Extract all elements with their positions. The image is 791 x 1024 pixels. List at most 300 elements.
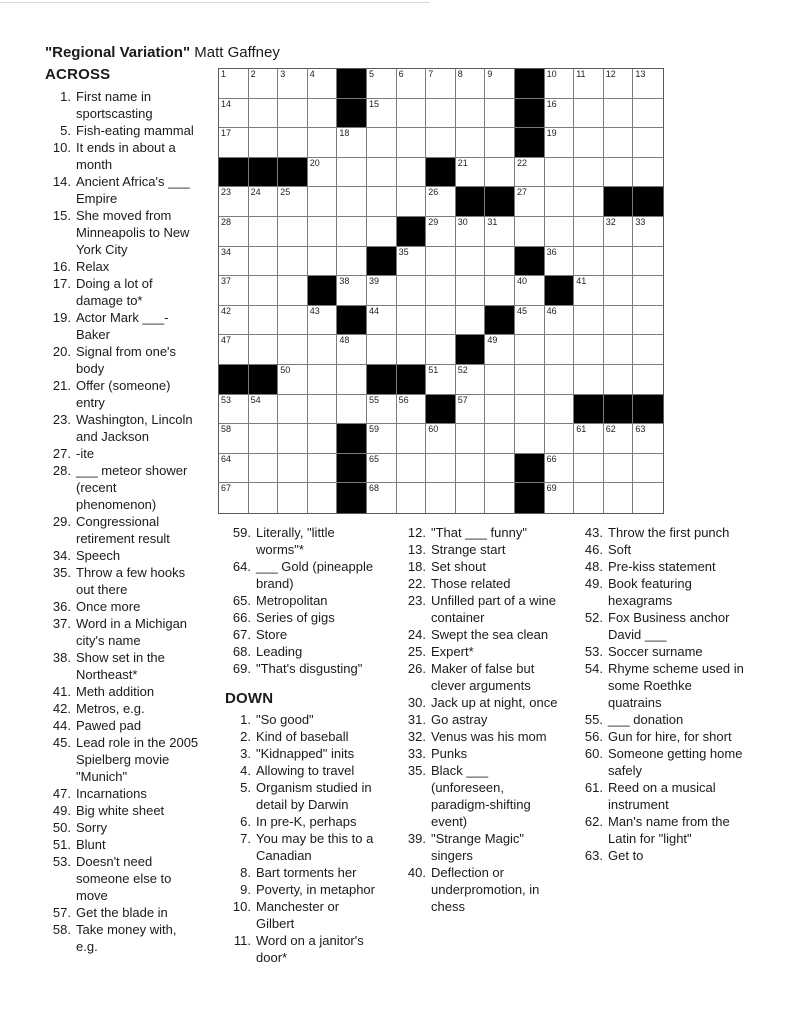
clue-text: Series of gigs: [256, 610, 335, 625]
clue-text: Manchester or Gilbert: [256, 899, 340, 931]
grid-cell[interactable]: [485, 365, 515, 395]
grid-cell[interactable]: [604, 454, 634, 484]
clue-number: 19.: [52, 310, 71, 325]
grid-cell[interactable]: [456, 217, 486, 247]
grid-cell[interactable]: [485, 128, 515, 158]
grid-cell[interactable]: [278, 99, 308, 129]
grid-cell-number: 46: [546, 305, 557, 316]
clue: [225, 711, 380, 728]
clue-text: Store: [256, 627, 288, 642]
clue-number: 41.: [52, 684, 71, 699]
grid-cell[interactable]: [545, 187, 575, 217]
grid-cell[interactable]: [456, 247, 486, 277]
clue-number: 14.: [52, 174, 71, 189]
grid-cell[interactable]: [574, 187, 604, 217]
grid-cell[interactable]: [308, 158, 338, 188]
grid-cell[interactable]: [633, 247, 663, 277]
clue-number: 42.: [52, 701, 71, 716]
grid-cell[interactable]: [485, 99, 515, 129]
clue: [400, 830, 558, 864]
grid-cell[interactable]: [337, 158, 367, 188]
grid-cell[interactable]: [308, 128, 338, 158]
grid-cell[interactable]: [426, 365, 456, 395]
grid-cell[interactable]: [456, 365, 486, 395]
grid-cell[interactable]: [367, 276, 397, 306]
grid-cell[interactable]: [308, 365, 338, 395]
grid-cell[interactable]: [604, 483, 634, 513]
grid-cell-black: [249, 158, 279, 188]
grid-cell[interactable]: [308, 424, 338, 454]
grid-cell[interactable]: [485, 217, 515, 247]
clue-number: 54.: [584, 661, 603, 676]
grid-cell-black: [337, 69, 367, 99]
grid-cell[interactable]: [515, 187, 545, 217]
grid-cell[interactable]: [545, 365, 575, 395]
grid-cell[interactable]: [633, 454, 663, 484]
grid-cell[interactable]: [515, 217, 545, 247]
grid-cell[interactable]: [278, 395, 308, 425]
grid-cell-black: [249, 365, 279, 395]
grid-cell[interactable]: [633, 158, 663, 188]
grid-cell[interactable]: [426, 306, 456, 336]
grid-cell[interactable]: [337, 395, 367, 425]
grid-cell[interactable]: [397, 247, 427, 277]
grid-cell[interactable]: [308, 99, 338, 129]
grid-cell[interactable]: [367, 454, 397, 484]
clue-text: Fish-eating mammal: [76, 123, 194, 138]
grid-cell[interactable]: [633, 276, 663, 306]
grid-cell-number: 53: [221, 394, 232, 405]
grid-cell[interactable]: [515, 365, 545, 395]
grid-cell[interactable]: [456, 395, 486, 425]
grid-cell[interactable]: [249, 217, 279, 247]
clue: [577, 575, 747, 609]
grid-cell[interactable]: [574, 365, 604, 395]
grid-cell[interactable]: [397, 424, 427, 454]
grid-cell[interactable]: [249, 424, 279, 454]
grid-cell-number: 62: [605, 424, 616, 435]
clue-number: 13.: [407, 542, 426, 557]
clue: [577, 660, 747, 711]
grid-cell-black: [308, 276, 338, 306]
grid-cell[interactable]: [574, 69, 604, 99]
clue-number: 51.: [52, 837, 71, 852]
grid-cell[interactable]: [308, 247, 338, 277]
grid-cell-black: [515, 69, 545, 99]
grid-cell[interactable]: [604, 424, 634, 454]
grid-cell[interactable]: [278, 365, 308, 395]
clue-number: 15.: [52, 208, 71, 223]
grid-cell-black: [456, 187, 486, 217]
grid-cell[interactable]: [219, 483, 249, 513]
clue-text: Swept the sea clean: [431, 627, 549, 642]
grid-cell[interactable]: [515, 276, 545, 306]
clue-number: 5.: [60, 123, 71, 138]
grid-cell[interactable]: [545, 247, 575, 277]
clue-number: 1.: [240, 712, 251, 727]
grid-cell[interactable]: [278, 276, 308, 306]
clue: [45, 258, 200, 275]
grid-cell[interactable]: [219, 395, 249, 425]
grid-cell[interactable]: [337, 276, 367, 306]
grid-cell[interactable]: [633, 483, 663, 513]
grid-cell[interactable]: [604, 158, 634, 188]
grid-cell[interactable]: [545, 483, 575, 513]
grid-cell[interactable]: [397, 483, 427, 513]
grid-cell[interactable]: [308, 454, 338, 484]
grid-cell[interactable]: [278, 217, 308, 247]
grid-cell[interactable]: [604, 128, 634, 158]
grid-cell[interactable]: [367, 483, 397, 513]
grid-cell[interactable]: [367, 335, 397, 365]
grid-cell[interactable]: [219, 187, 249, 217]
grid-cell[interactable]: [456, 69, 486, 99]
grid-cell[interactable]: [604, 247, 634, 277]
grid-cell[interactable]: [633, 365, 663, 395]
grid-cell[interactable]: [574, 276, 604, 306]
grid-cell[interactable]: [485, 247, 515, 277]
grid-cell[interactable]: [337, 335, 367, 365]
clue-text: She moved from Minneapolis to New York City: [76, 208, 190, 257]
grid-cell[interactable]: [426, 335, 456, 365]
grid-cell[interactable]: [278, 424, 308, 454]
grid-cell[interactable]: [367, 99, 397, 129]
grid-cell[interactable]: [604, 69, 634, 99]
grid-cell[interactable]: [515, 158, 545, 188]
grid-cell-number: 38: [339, 276, 350, 287]
grid-cell[interactable]: [426, 424, 456, 454]
grid-cell[interactable]: [397, 187, 427, 217]
grid-cell[interactable]: [278, 128, 308, 158]
grid-cell-black: [219, 158, 249, 188]
grid-cell[interactable]: [545, 306, 575, 336]
grid-cell[interactable]: [219, 335, 249, 365]
grid-cell[interactable]: [426, 454, 456, 484]
grid-cell[interactable]: [574, 247, 604, 277]
grid-cell[interactable]: [574, 424, 604, 454]
grid-cell[interactable]: [574, 128, 604, 158]
clue-text: Leading: [256, 644, 303, 659]
grid-cell[interactable]: [308, 306, 338, 336]
grid-cell[interactable]: [308, 69, 338, 99]
grid-cell[interactable]: [308, 217, 338, 247]
grid-cell[interactable]: [456, 424, 486, 454]
grid-cell-number: 50: [280, 365, 291, 375]
clue-text: Big white sheet: [76, 803, 165, 818]
clue-text: "So good": [256, 712, 314, 727]
grid-cell[interactable]: [367, 306, 397, 336]
grid-cell[interactable]: [219, 306, 249, 336]
grid-cell[interactable]: [604, 276, 634, 306]
clue-number: 68.: [232, 644, 251, 659]
grid-cell[interactable]: [426, 276, 456, 306]
clue: [45, 88, 200, 122]
grid-cell[interactable]: [337, 217, 367, 247]
grid-cell[interactable]: [367, 217, 397, 247]
grid-cell[interactable]: [219, 217, 249, 247]
grid-cell[interactable]: [397, 276, 427, 306]
grid-cell[interactable]: [397, 395, 427, 425]
grid-cell[interactable]: [278, 306, 308, 336]
grid-cell-number: 13: [635, 69, 646, 79]
grid-cell-number: 56: [398, 394, 409, 405]
grid-cell[interactable]: [604, 99, 634, 129]
clue-text: Get to: [608, 848, 644, 863]
crossword-grid: [218, 68, 664, 514]
grid-cell[interactable]: [219, 424, 249, 454]
grid-cell-black: [604, 187, 634, 217]
clue: [577, 779, 747, 813]
clue: [225, 813, 380, 830]
grid-cell-number: 5: [369, 69, 375, 79]
grid-cell[interactable]: [249, 395, 279, 425]
grid-cell[interactable]: [367, 187, 397, 217]
grid-cell[interactable]: [545, 335, 575, 365]
clue-text: Man's name from the Latin for "light": [608, 814, 730, 846]
grid-cell[interactable]: [426, 483, 456, 513]
grid-cell[interactable]: [633, 69, 663, 99]
grid-cell[interactable]: [249, 69, 279, 99]
grid-cell[interactable]: [633, 99, 663, 129]
clue-text: Organism studied in detail by Darwin: [256, 780, 372, 812]
grid-cell-black: [337, 99, 367, 129]
grid-cell[interactable]: [485, 395, 515, 425]
grid-cell-number: 21: [457, 157, 468, 168]
clue-text: Black ___ (unforeseen, paradigm-shifting event): [431, 763, 531, 829]
clue: [45, 377, 200, 411]
grid-cell[interactable]: [249, 128, 279, 158]
grid-cell[interactable]: [545, 128, 575, 158]
grid-cell[interactable]: [219, 99, 249, 129]
grid-cell[interactable]: [545, 217, 575, 247]
clue: [45, 445, 200, 462]
grid-cell[interactable]: [456, 454, 486, 484]
grid-cell[interactable]: [249, 276, 279, 306]
clue: [577, 558, 747, 575]
clue-text: Doing a lot of damage to*: [76, 276, 153, 308]
grid-cell[interactable]: [367, 424, 397, 454]
grid-cell[interactable]: [574, 483, 604, 513]
clue-number: 49.: [584, 576, 603, 591]
clue-text: Lead role in the 2005 Spielberg movie "Munich": [76, 735, 199, 784]
grid-cell[interactable]: [397, 335, 427, 365]
grid-cell[interactable]: [456, 483, 486, 513]
grid-cell[interactable]: [278, 187, 308, 217]
grid-cell[interactable]: [545, 69, 575, 99]
grid-cell[interactable]: [604, 306, 634, 336]
grid-cell[interactable]: [397, 69, 427, 99]
grid-cell[interactable]: [574, 454, 604, 484]
grid-cell[interactable]: [456, 99, 486, 129]
down-clue-list-2: [400, 524, 558, 915]
grid-cell[interactable]: [426, 217, 456, 247]
clue-text: Book featuring hexagrams: [608, 576, 692, 608]
grid-cell[interactable]: [515, 335, 545, 365]
clue-text: Venus was his mom: [431, 729, 547, 744]
grid-cell[interactable]: [337, 187, 367, 217]
grid-cell[interactable]: [426, 187, 456, 217]
grid-cell[interactable]: [456, 128, 486, 158]
grid-cell[interactable]: [278, 454, 308, 484]
clue-text: Rhyme scheme used in some Roethke quatrains: [608, 661, 744, 710]
grid-cell[interactable]: [337, 365, 367, 395]
grid-cell[interactable]: [485, 276, 515, 306]
grid-cell-number: 41: [576, 276, 587, 287]
grid-cell[interactable]: [485, 424, 515, 454]
clue-text: Reed on a musical instrument: [608, 780, 716, 812]
grid-cell[interactable]: [367, 158, 397, 188]
grid-cell[interactable]: [604, 335, 634, 365]
grid-cell[interactable]: [397, 306, 427, 336]
grid-cell[interactable]: [308, 483, 338, 513]
clue: [400, 711, 558, 728]
grid-cell-number: 4: [309, 69, 315, 79]
clue-number: 44.: [52, 718, 71, 733]
clue-number: 38.: [52, 650, 71, 665]
grid-cell[interactable]: [574, 335, 604, 365]
clue-number: 11.: [233, 933, 251, 948]
grid-cell-number: 33: [635, 217, 646, 227]
grid-cell[interactable]: [633, 335, 663, 365]
grid-cell[interactable]: [604, 217, 634, 247]
clue-text: Literally, "little worms"*: [256, 525, 335, 557]
grid-cell[interactable]: [249, 454, 279, 484]
grid-cell[interactable]: [278, 247, 308, 277]
clue: [45, 139, 200, 173]
clue-text: Doesn't need someone else to move: [76, 854, 172, 903]
grid-cell[interactable]: [308, 187, 338, 217]
grid-cell[interactable]: [515, 306, 545, 336]
grid-cell-black: [515, 247, 545, 277]
clue: [45, 836, 200, 853]
grid-cell[interactable]: [426, 99, 456, 129]
grid-cell[interactable]: [545, 424, 575, 454]
clue: [577, 847, 747, 864]
clue-text: Once more: [76, 599, 141, 614]
grid-cell[interactable]: [574, 306, 604, 336]
grid-cell-number: 23: [221, 187, 232, 198]
clue-text: Washington, Lincoln and Jackson: [76, 412, 193, 444]
grid-cell-number: 2: [250, 69, 256, 79]
grid-cell[interactable]: [604, 365, 634, 395]
clue-text: Take money with, e.g.: [76, 922, 177, 954]
grid-cell[interactable]: [367, 395, 397, 425]
grid-cell[interactable]: [485, 69, 515, 99]
clue-number: 37.: [52, 616, 71, 631]
grid-cell[interactable]: [545, 99, 575, 129]
clue: [400, 745, 558, 762]
grid-cell[interactable]: [426, 69, 456, 99]
grid-cell[interactable]: [337, 128, 367, 158]
clue-number: 52.: [584, 610, 603, 625]
grid-cell[interactable]: [485, 335, 515, 365]
grid-cell[interactable]: [219, 247, 249, 277]
grid-cell-number: 6: [398, 69, 404, 79]
clue: [225, 558, 380, 592]
grid-cell[interactable]: [219, 276, 249, 306]
grid-cell-number: 8: [457, 69, 463, 79]
grid-cell[interactable]: [633, 217, 663, 247]
grid-cell[interactable]: [249, 247, 279, 277]
clue: [225, 779, 380, 813]
grid-cell[interactable]: [219, 454, 249, 484]
clue-text: Expert*: [431, 644, 474, 659]
grid-cell[interactable]: [278, 69, 308, 99]
grid-cell[interactable]: [367, 69, 397, 99]
grid-cell[interactable]: [249, 483, 279, 513]
grid-cell[interactable]: [456, 276, 486, 306]
grid-cell[interactable]: [574, 99, 604, 129]
clue-number: 21.: [52, 378, 71, 393]
grid-cell[interactable]: [456, 306, 486, 336]
grid-cell[interactable]: [397, 128, 427, 158]
grid-cell[interactable]: [249, 306, 279, 336]
clue: [45, 700, 200, 717]
clue-number: 26.: [407, 661, 426, 676]
clue-text: Punks: [431, 746, 468, 761]
clue: [45, 207, 200, 258]
grid-cell[interactable]: [485, 454, 515, 484]
grid-cell[interactable]: [485, 158, 515, 188]
grid-cell[interactable]: [633, 306, 663, 336]
clue-number: 43.: [584, 525, 603, 540]
grid-cell[interactable]: [367, 128, 397, 158]
grid-cell[interactable]: [308, 335, 338, 365]
grid-cell[interactable]: [249, 99, 279, 129]
grid-cell[interactable]: [397, 454, 427, 484]
grid-cell[interactable]: [633, 424, 663, 454]
grid-cell[interactable]: [515, 395, 545, 425]
clue-number: 66.: [232, 610, 251, 625]
grid-cell[interactable]: [545, 454, 575, 484]
grid-cell[interactable]: [515, 424, 545, 454]
clue-text: "Kidnapped" inits: [256, 746, 355, 761]
grid-cell[interactable]: [249, 187, 279, 217]
grid-cell[interactable]: [426, 128, 456, 158]
grid-cell[interactable]: [219, 128, 249, 158]
grid-cell-black: [337, 483, 367, 513]
grid-cell[interactable]: [633, 128, 663, 158]
clue-text: It ends in about a month: [76, 140, 176, 172]
grid-cell[interactable]: [249, 335, 279, 365]
clue: [45, 309, 200, 343]
clue-text: Allowing to travel: [256, 763, 355, 778]
grid-cell[interactable]: [397, 158, 427, 188]
grid-cell[interactable]: [574, 158, 604, 188]
clue-text: Offer (someone) entry: [76, 378, 171, 410]
grid-cell[interactable]: [278, 335, 308, 365]
grid-cell[interactable]: [545, 395, 575, 425]
grid-cell[interactable]: [456, 158, 486, 188]
grid-cell[interactable]: [397, 99, 427, 129]
clue-text: Throw a few hooks out there: [76, 565, 186, 597]
grid-cell[interactable]: [426, 247, 456, 277]
clue-number: 36.: [52, 599, 71, 614]
grid-cell[interactable]: [278, 483, 308, 513]
grid-cell[interactable]: [545, 158, 575, 188]
grid-cell[interactable]: [574, 217, 604, 247]
grid-cell-black: [397, 217, 427, 247]
grid-cell-number: 58: [221, 424, 232, 435]
clue-number: 31.: [407, 712, 426, 727]
grid-cell[interactable]: [308, 395, 338, 425]
grid-cell-number: 37: [221, 276, 232, 287]
grid-cell[interactable]: [485, 483, 515, 513]
clue-number: 24.: [407, 627, 426, 642]
grid-cell[interactable]: [337, 247, 367, 277]
clue: [45, 173, 200, 207]
grid-cell[interactable]: [219, 69, 249, 99]
